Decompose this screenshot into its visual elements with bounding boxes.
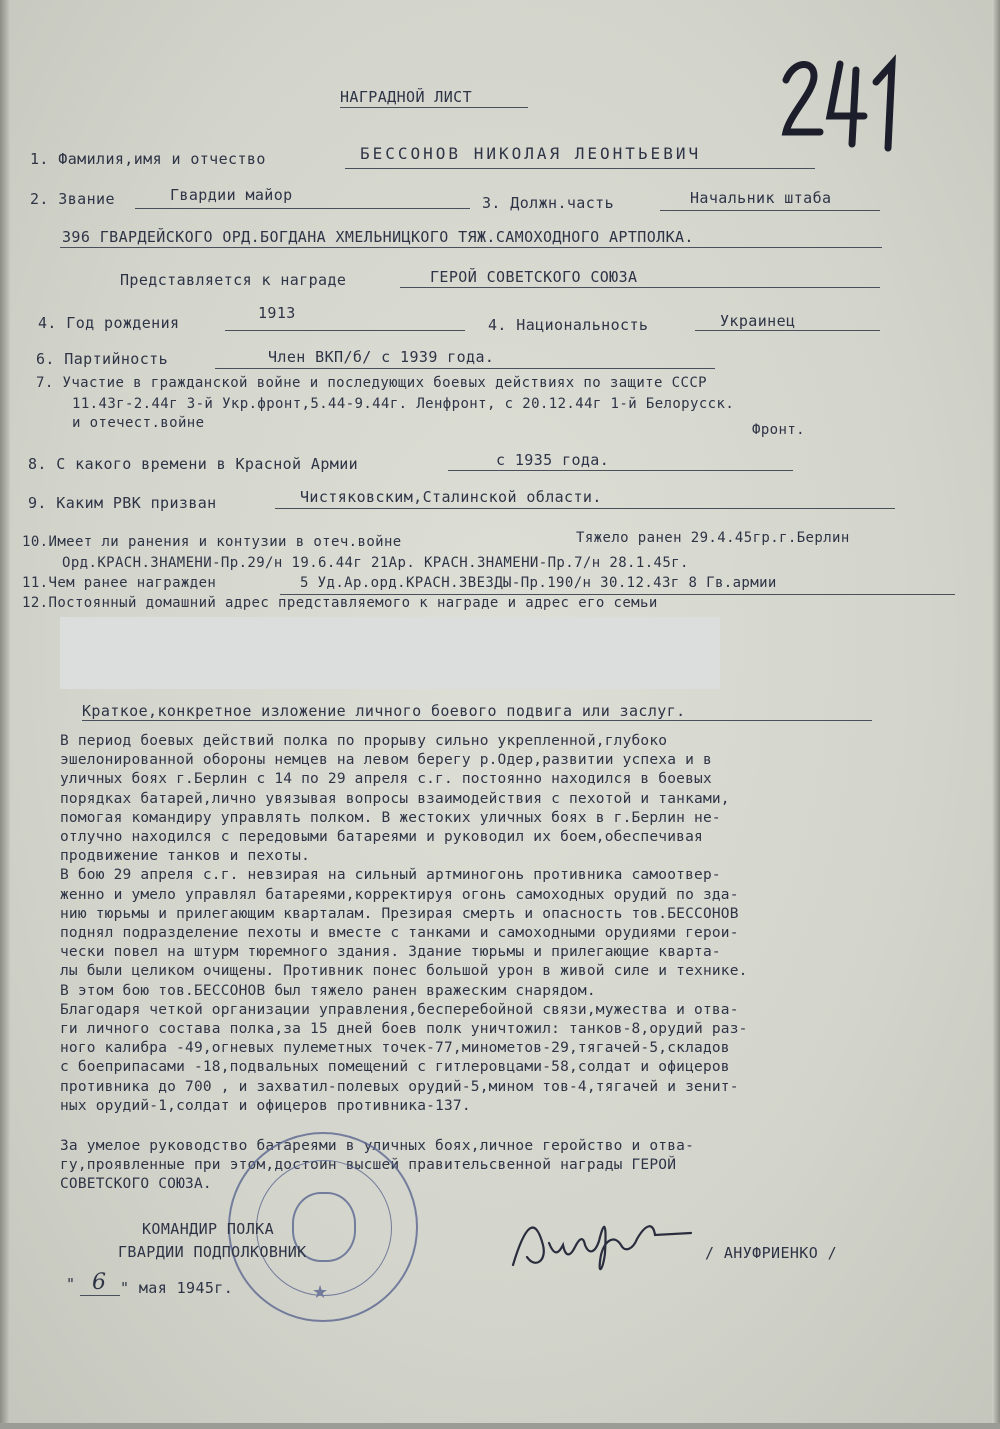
closing-line: За умелое руководство батареями в уличных боях,личное геройство и отва- [60, 1138, 695, 1154]
field-1-line [345, 168, 815, 169]
date-quote-open: " [66, 1275, 76, 1293]
date-day: 6 [92, 1270, 107, 1295]
narrative-line: ги личного состава полка,за 15 дней боев полк уничтожил: танков-8,орудий раз- [60, 1021, 748, 1037]
field-6-label: 6. Партийность [36, 350, 169, 368]
closing-line: гу,проявленные при этом,достоин высшей правительсвенной награды ГЕРОЙ [60, 1157, 677, 1174]
field-8-value: с 1935 года. [496, 451, 610, 469]
narrative-line: ных орудий-1,солдат и офицеров противника-137. [60, 1097, 471, 1114]
field-1-label: 1. Фамилия,имя и отчество [30, 150, 266, 168]
field-3-value: Начальник штаба [690, 189, 832, 207]
field-4-label: 4. Год рождения [38, 314, 180, 332]
field-9-line [275, 508, 895, 509]
field-2-line [135, 208, 470, 209]
section-heading: Краткое,конкретное изложение личного боевого подвига или заслуг. [82, 702, 686, 720]
signer-title-2: ГВАРДИИ ПОДПОЛКОВНИК [118, 1243, 307, 1261]
field-9-label: 9. Каким РВК призван [28, 494, 217, 512]
field-6-value: Член ВКП/б/ с 1939 года. [268, 348, 495, 366]
field-7-value-1: 11.43г-2.44г 3-й Укр.фронт,5.44-9.44г. Ленфронт, с 20.12.44г 1-й Белорусск. [72, 396, 735, 412]
narrative-line: женно и умело управлял батареями,корректируя огонь самоходных орудий по зда- [60, 886, 739, 903]
field-7-value-2: Фронт. [752, 422, 805, 438]
document-title: НАГРАДНОЙ ЛИСТ [340, 88, 473, 106]
field-6-line [215, 368, 715, 369]
field-10-label: 10.Имеет ли ранения и контузии в отеч.войне [22, 534, 402, 550]
narrative-line: лы были целиком очищены. Противник понес большой урон в живой силе и технике. [60, 963, 748, 980]
field-8-line [448, 470, 793, 471]
award-label: Представляется к награде [120, 271, 347, 289]
signer-title-1: КОМАНДИР ПОЛКА [142, 1220, 275, 1238]
field-10-value: Тяжело ранен 29.4.45гр.г.Берлин [576, 530, 850, 546]
narrative-line: В бою 29 апреля с.г. невзирая на сильный артминогонь противника самоотвер- [60, 867, 721, 884]
section-heading-line [82, 720, 872, 721]
signer-name: / АНУФРИЕНКО / [705, 1244, 838, 1262]
field-7-label-2: и отечест.войне [72, 415, 205, 431]
handwritten-page-number [780, 52, 900, 152]
star-icon: ★ [312, 1282, 329, 1303]
title-underline [340, 107, 528, 108]
narrative-line: нию тюрьмы и прилегающим кварталам. Презирая смерть и опасность тов.БЕССОНОВ [60, 905, 739, 922]
field-4-line [225, 330, 465, 331]
narrative-line: Благодаря четкой организации управления,бесперебойной связи,мужества и отва- [60, 1001, 739, 1018]
field-3-label: 3. Должн.часть [482, 194, 615, 212]
field-11-value: 5 Уд.Ар.орд.КРАСН.ЗВЕЗДЫ-Пр.190/н 30.12.43г 8 Гв.армии [300, 575, 777, 591]
narrative-line: противника до 700 , и захватил-полевых орудий-5,мином тов-4,тягачей и зенит- [60, 1078, 739, 1095]
signature [505, 1195, 695, 1285]
date-day-line [80, 1295, 120, 1296]
field-1-value: БЕССОНОВ НИКОЛАЯ ЛЕОНТЬЕВИЧ [360, 144, 702, 163]
field-4b-line [695, 330, 880, 331]
field-12-label: 12.Постоянный домашний адрес представляемого к награде и адрес его семьи [22, 595, 658, 611]
field-3-line [660, 210, 880, 211]
field-4b-value: Украинец [720, 312, 796, 330]
scan-edge-right [992, 0, 1000, 1429]
field-11-label: 11.Чем ранее награжден [22, 575, 217, 591]
field-2-value: Гвардии майор [170, 186, 293, 204]
narrative-line: отлучно находился с передовыми батареями и руководил их боем,обеспечивая [60, 829, 703, 845]
field-4b-label: 4. Национальность [488, 316, 649, 334]
scan-edge-left [0, 0, 10, 1429]
narrative-line: продвижение танков и пехоты. [60, 848, 311, 865]
field-9-value: Чистяковским,Сталинской области. [300, 488, 602, 506]
field-2-label: 2. Звание [30, 190, 115, 208]
unit-name: 396 ГВАРДЕЙСКОГО ОРД.БОГДАНА ХМЕЛЬНИЦКОГО ТЯЖ.САМОХОДНОГО АРТПОЛКА. [62, 228, 694, 246]
field-7-label: 7. Участие в гражданской войне и последующих боевых действиях по защите СССР [36, 375, 707, 391]
narrative-line: В период боевых действий полка по прорыву сильно укрепленной,глубоко [60, 733, 668, 749]
narrative-line: порядках батарей,лично увязывая вопросы взаимодействия с пехотой и танками, [60, 790, 730, 807]
closing-line: СОВЕТСКОГО СОЮЗА. [60, 1176, 212, 1193]
scan-edge-bottom [0, 1423, 1000, 1429]
narrative-line: с боеприпасами -18,подвальных помещений с гитлеровцами-58,солдат и офицеров [60, 1059, 730, 1076]
narrative-line: помогая командиру управлять полком. В жестоких уличных боях в г.Берлин не- [60, 809, 721, 826]
award-line [400, 287, 880, 288]
narrative-line: ного калибра -49,огневых пулеметных точек-77,минометов-29,тягачей-5,складов [60, 1040, 730, 1057]
narrative-line: поднял подразделение пехоты и вместе с танками и самоходными орудиями герои- [60, 925, 739, 941]
narrative-line: чески повел на штурм тюремного здания. Здание тюрьмы и прилегающие кварта- [60, 944, 721, 961]
unit-line [60, 247, 882, 248]
redacted-address [60, 617, 720, 689]
narrative-line: эшелонированной обороны немцев на левом берегу р.Одер,развитии успеха и в [60, 752, 712, 769]
narrative-line: В этом бою тов.БЕССОНОВ был тяжело ранен вражеским снарядом. [60, 982, 596, 999]
date-rest: " мая 1945г. [120, 1279, 234, 1297]
field-4-value: 1913 [258, 304, 296, 322]
field-10-extra: Орд.КРАСН.ЗНАМЕНИ-Пр.29/н 19.6.44г 21Ар. КРАСН.ЗНАМЕНИ-Пр.7/н 28.1.45г. [62, 555, 689, 571]
award-value: ГЕРОЙ СОВЕТСКОГО СОЮЗА [430, 268, 638, 286]
narrative-line: уличных боях г.Берлин с 14 по 29 апреля с.г. постоянно находился в боевых [60, 771, 712, 788]
field-8-label: 8. С какого времени в Красной Армии [28, 455, 359, 473]
